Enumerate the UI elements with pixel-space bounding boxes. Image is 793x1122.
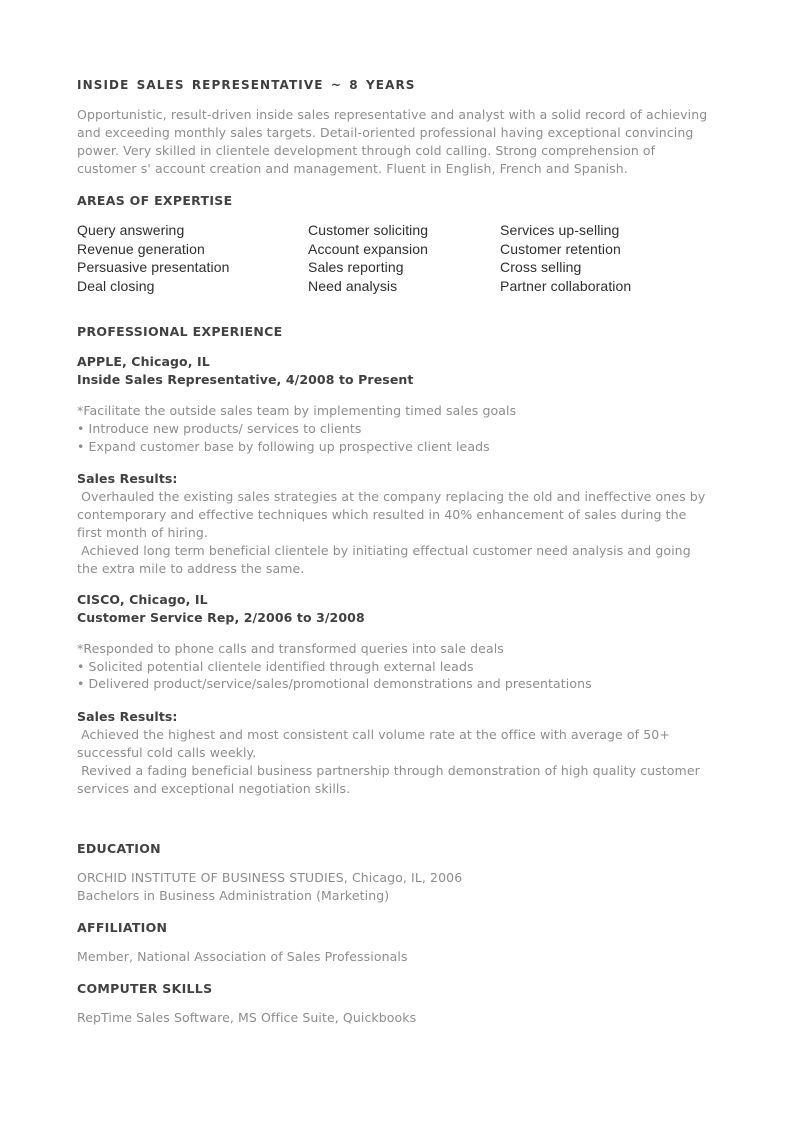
section-heading-education: EDUCATION — [77, 840, 161, 856]
expertise-item: Account expansion — [308, 240, 429, 257]
job-header — [77, 353, 713, 389]
bullet-item: *Facilitate the outside sales team by implementing timed sales goals — [77, 403, 517, 419]
computer-skills-line: RepTime Sales Software, MS Office Suite, Quickbooks — [77, 1009, 417, 1025]
duty-bullet-list — [77, 640, 713, 693]
expertise-item: Query answering — [77, 222, 185, 238]
education-school-line: ORCHID INSTITUTE OF BUSINESS STUDIES, Chicago, IL, 2006 — [77, 869, 463, 885]
bullet-item: • Solicited potential clientele identified through external leads — [77, 658, 474, 674]
expertise-column-3 — [500, 221, 713, 295]
job-header — [77, 591, 713, 627]
expertise-item: Sales reporting — [308, 259, 404, 276]
expertise-item: Deal closing — [77, 277, 155, 294]
section-heading-computer-skills: COMPUTER SKILLS — [77, 980, 213, 996]
role-line: Inside Sales Representative, 4/2008 to Present — [77, 372, 414, 388]
job-entry-apple — [77, 353, 713, 578]
expertise-column-1 — [77, 221, 308, 295]
bullet-item: • Delivered product/service/sales/promotional demonstrations and presentations — [77, 676, 592, 692]
expertise-item: Cross selling — [500, 259, 582, 276]
company-line: CISCO, Chicago, IL — [77, 592, 208, 608]
role-line: Customer Service Rep, 2/2006 to 3/2008 — [77, 610, 365, 626]
results-paragraph: Achieved long term beneficial clientele by initiating effectual customer need analysis and going the extra mile to address the same. — [77, 543, 695, 577]
expertise-item: Customer soliciting — [308, 222, 429, 238]
results-paragraph: Achieved the highest and most consistent call volume rate at the office with average of 50+ successful cold calls weekly. — [77, 726, 675, 760]
duty-bullet-list — [77, 402, 713, 455]
results-paragraph: Overhauled the existing sales strategies at the company replacing the old and ineffective ones by contemporary and effective techniques which resulted in 40% enhancement of sales during the first month of hiring. — [77, 489, 710, 541]
bullet-item: • Expand customer base by following up prospective client leads — [77, 438, 490, 454]
expertise-item: Services up-selling — [500, 222, 620, 238]
expertise-item: Revenue generation — [77, 240, 205, 257]
expertise-item: Need analysis — [308, 277, 398, 294]
expertise-item: Customer retention — [500, 240, 621, 257]
expertise-grid — [77, 221, 713, 295]
section-heading-professional-experience: PROFESSIONAL EXPERIENCE — [77, 324, 283, 340]
sales-results-heading: Sales Results: — [77, 708, 178, 724]
affiliation-details — [77, 948, 713, 966]
results-paragraph: Revived a fading beneficial business partnership through demonstration of high quality customer services and exceptional negotiation skills. — [77, 762, 704, 796]
section-heading-areas-of-expertise: AREAS OF EXPERTISE — [77, 193, 233, 208]
bullet-item: *Responded to phone calls and transformed queries into sale deals — [77, 641, 504, 657]
job-entry-cisco — [77, 591, 713, 798]
resume-title: INSIDE SALES REPRESENTATIVE ~ 8 YEARS — [77, 78, 416, 92]
section-heading-affiliation: AFFILIATION — [77, 919, 168, 935]
expertise-column-2 — [308, 221, 500, 295]
education-details — [77, 869, 713, 905]
summary-paragraph: Opportunistic, result-driven inside sales representative and analyst with a solid record of achieving and exceeding monthly sales targets. Detail-oriented professional having exceptional convincing power. Very skilled in clientele development through cold calling. Strong comprehension of customer s' account creation and management. Fluent in English, French and Spanish. — [77, 107, 708, 176]
expertise-item: Persuasive presentation — [77, 259, 230, 276]
affiliation-line: Member, National Association of Sales Professionals — [77, 948, 408, 964]
company-line: APPLE, Chicago, IL — [77, 354, 210, 370]
education-degree-line: Bachelors in Business Administration (Marketing) — [77, 887, 390, 903]
computer-skills-details — [77, 1009, 713, 1027]
bullet-item: • Introduce new products/ services to clients — [77, 420, 362, 436]
sales-results-heading: Sales Results: — [77, 471, 178, 487]
expertise-item: Partner collaboration — [500, 277, 632, 294]
